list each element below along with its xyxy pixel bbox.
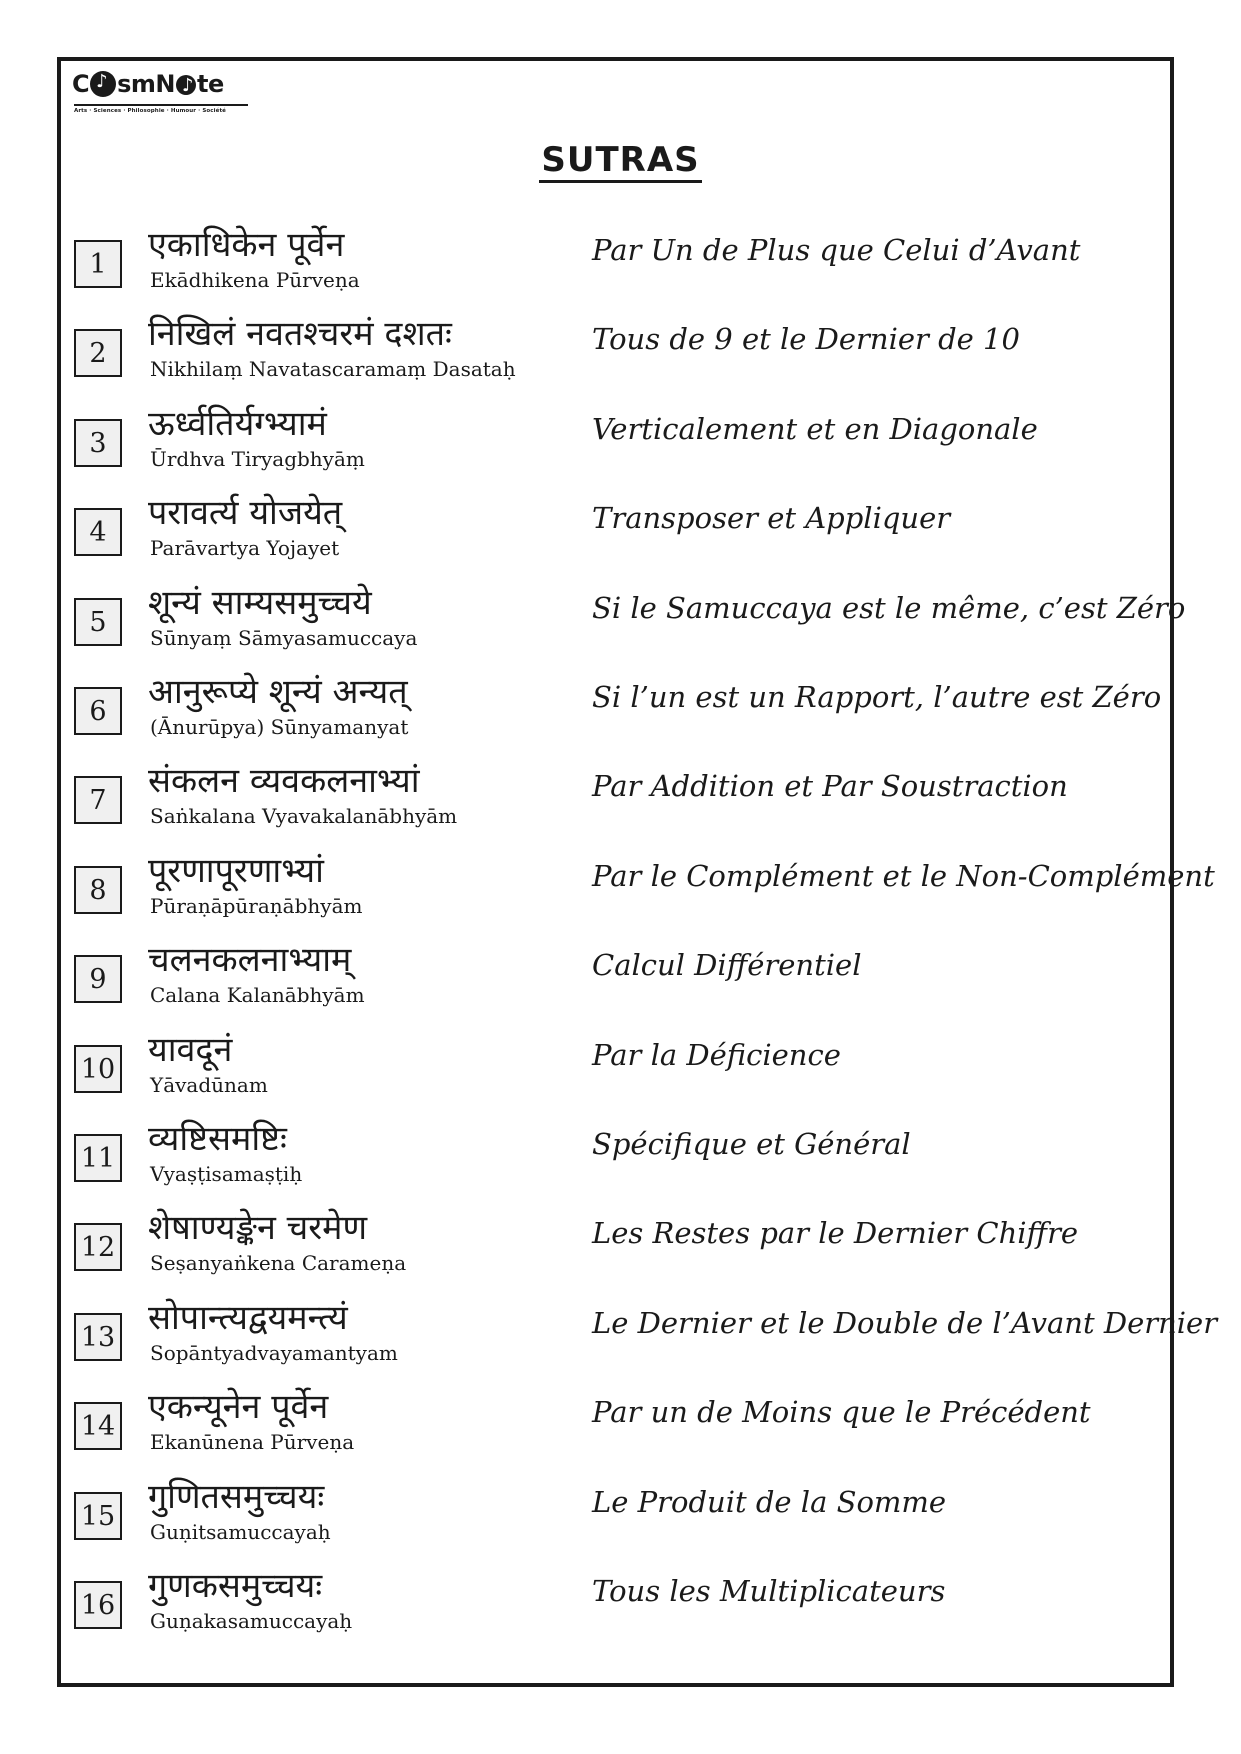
sutra-french-translation: Le Produit de la Somme bbox=[592, 1485, 947, 1519]
sutra-number-box: 13 bbox=[74, 1313, 122, 1361]
sutra-devanagari: गुणितसमुच्चयः bbox=[148, 1477, 325, 1517]
sutra-french-translation: Par Addition et Par Soustraction bbox=[592, 769, 1068, 803]
sutra-number-box: 4 bbox=[74, 508, 122, 556]
sutra-devanagari: व्यष्टिसमष्टिः bbox=[148, 1119, 287, 1159]
sutra-devanagari: चलनकलनाभ्याम् bbox=[148, 940, 352, 980]
sutra-row bbox=[0, 1477, 1241, 1560]
sutra-row bbox=[0, 493, 1241, 576]
sutra-number-box: 7 bbox=[74, 776, 122, 824]
sutra-row bbox=[0, 761, 1241, 844]
sutra-transliteration: Vyaṣṭisamaṣṭiḥ bbox=[150, 1162, 303, 1186]
sutra-french-translation: Le Dernier et le Double de l’Avant Dernier bbox=[592, 1306, 1218, 1340]
sutra-transliteration: Saṅkalana Vyavakalanābhyām bbox=[150, 804, 458, 828]
sutra-devanagari: यावदूनं bbox=[148, 1030, 233, 1070]
sutra-number-box: 6 bbox=[74, 687, 122, 735]
logo-wordmark: C♪ smN♪ te bbox=[72, 70, 224, 98]
sutra-transliteration: Calana Kalanābhyām bbox=[150, 983, 365, 1007]
sutra-row bbox=[0, 940, 1241, 1023]
music-note-icon bbox=[90, 71, 116, 97]
sutra-french-translation: Spécifique et Général bbox=[592, 1127, 911, 1161]
sutra-row bbox=[0, 404, 1241, 487]
sutra-row bbox=[0, 851, 1241, 934]
logo-o-icon bbox=[176, 75, 196, 95]
sutra-french-translation: Calcul Différentiel bbox=[592, 948, 862, 982]
sutra-row bbox=[0, 672, 1241, 755]
sutra-transliteration: (Ānurūpya) Sūnyamanyat bbox=[150, 715, 409, 739]
sutra-row bbox=[0, 225, 1241, 308]
sutra-devanagari: गुणकसमुच्चयः bbox=[148, 1566, 323, 1606]
sutra-french-translation: Si le Samuccaya est le même, c’est Zéro bbox=[592, 591, 1186, 625]
sutra-number-box: 12 bbox=[74, 1223, 122, 1271]
sutra-row bbox=[0, 1030, 1241, 1113]
sutra-number-box: 15 bbox=[74, 1492, 122, 1540]
sutra-transliteration: Sūnyaṃ Sāmyasamuccaya bbox=[150, 626, 418, 650]
sutra-number-box: 2 bbox=[74, 329, 122, 377]
sutra-transliteration: Parāvartya Yojayet bbox=[150, 536, 340, 560]
sutra-number-box: 11 bbox=[74, 1134, 122, 1182]
sutra-devanagari: ऊर्ध्वतिर्यग्भ्यामं bbox=[148, 404, 327, 444]
logo-divider bbox=[74, 104, 248, 106]
sutra-number-box: 14 bbox=[74, 1402, 122, 1450]
sutra-devanagari: निखिलं नवतश्चरमं दशतः bbox=[148, 314, 452, 354]
sutra-devanagari: सोपान्त्यद्वयमन्त्यं bbox=[148, 1298, 348, 1338]
sutra-devanagari: पूरणापूरणाभ्यां bbox=[148, 851, 324, 891]
sutra-number-box: 1 bbox=[74, 240, 122, 288]
sutra-number-box: 8 bbox=[74, 866, 122, 914]
sutra-devanagari: परावर्त्य योजयेत् bbox=[148, 493, 343, 533]
sutra-devanagari: संकलन व्यवकलनाभ्यां bbox=[148, 761, 420, 801]
sutra-transliteration: Pūraṇāpūraṇābhyām bbox=[150, 894, 363, 918]
sutra-transliteration: Ekanūnena Pūrveṇa bbox=[150, 1430, 355, 1454]
sutra-french-translation: Par Un de Plus que Celui d’Avant bbox=[592, 233, 1081, 267]
sutra-french-translation: Par un de Moins que le Précédent bbox=[592, 1395, 1091, 1429]
sutra-row bbox=[0, 1298, 1241, 1381]
sutra-devanagari: आनुरूप्ये शून्यं अन्यत् bbox=[148, 672, 408, 712]
sutra-transliteration: Ekādhikena Pūrveṇa bbox=[150, 268, 360, 292]
sutra-devanagari: शेषाण्यङ्केन चरमेण bbox=[148, 1208, 368, 1248]
sutra-row bbox=[0, 1119, 1241, 1202]
sutra-french-translation: Les Restes par le Dernier Chiffre bbox=[592, 1216, 1079, 1250]
sutra-number-box: 5 bbox=[74, 598, 122, 646]
sutra-french-translation: Par le Complément et le Non-Complément bbox=[592, 859, 1215, 893]
sutra-french-translation: Verticalement et en Diagonale bbox=[592, 412, 1038, 446]
sutra-row bbox=[0, 1208, 1241, 1291]
sutra-transliteration: Seṣanyaṅkena Carameṇa bbox=[150, 1251, 407, 1275]
sutra-devanagari: एकाधिकेन पूर्वेन bbox=[148, 225, 345, 265]
page-title: SUTRAS bbox=[0, 140, 1241, 180]
logo-tagline: Arts · Sciences · Philosophie · Humour · Société bbox=[74, 108, 227, 114]
sutra-row bbox=[0, 314, 1241, 397]
sutra-devanagari: शून्यं साम्यसमुच्चये bbox=[148, 583, 372, 623]
sutra-transliteration: Guṇakasamuccayaḥ bbox=[150, 1609, 353, 1633]
sutra-row bbox=[0, 1387, 1241, 1470]
sutra-number-box: 3 bbox=[74, 419, 122, 467]
sutra-row bbox=[0, 583, 1241, 666]
sutra-french-translation: Tous les Multiplicateurs bbox=[592, 1574, 946, 1608]
sutra-transliteration: Sopāntyadvayamantyam bbox=[150, 1341, 398, 1365]
cosmonote-logo bbox=[72, 70, 252, 120]
sutra-devanagari: एकन्यूनेन पूर्वेन bbox=[148, 1387, 329, 1427]
sutra-number-box: 16 bbox=[74, 1581, 122, 1629]
sutra-french-translation: Si l’un est un Rapport, l’autre est Zéro bbox=[592, 680, 1162, 714]
sutra-transliteration: Yāvadūnam bbox=[150, 1073, 268, 1097]
sutra-french-translation: Tous de 9 et le Dernier de 10 bbox=[592, 322, 1020, 356]
sutra-transliteration: Ūrdhva Tiryagbhyāṃ bbox=[150, 447, 365, 471]
sutra-transliteration: Nikhilaṃ Navatascaramaṃ Dasataḥ bbox=[150, 357, 516, 381]
sutra-transliteration: Guṇitsamuccayaḥ bbox=[150, 1520, 331, 1544]
sutra-row bbox=[0, 1566, 1241, 1649]
sutra-french-translation: Par la Déficience bbox=[592, 1038, 841, 1072]
sutra-french-translation: Transposer et Appliquer bbox=[592, 501, 951, 535]
sutra-number-box: 10 bbox=[74, 1045, 122, 1093]
sutra-number-box: 9 bbox=[74, 955, 122, 1003]
